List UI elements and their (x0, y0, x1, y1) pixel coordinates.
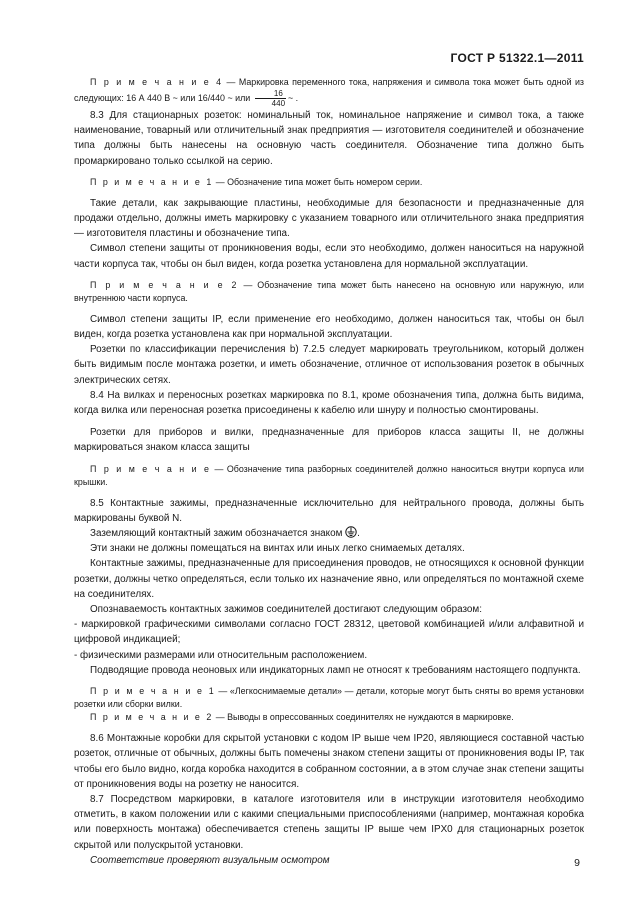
note-1-type (74, 176, 584, 189)
fraction-numerator: 16 (255, 89, 286, 99)
paragraph-identification: Опознаваемость контактных зажимов соединителей достигают следующим образом: (90, 604, 482, 616)
paragraph-contacts: Контактные зажимы, предназначенные для присоединения проводов, не относящихся к основной функции розетки, должны четко определяться, если только их назначение явно, или определяться по монтажной схеме на соединителях. (74, 558, 584, 600)
paragraph-triangle: Розетки по классификации перечисления b) 7.2.5 следует маркировать треугольником, который должен быть видимым после монтажа розетки, и иметь обозначение, отличное от использования розеток в обычных электрических сетях. (74, 344, 584, 386)
list-item-symbols: - маркировкой графическими символами согласно ГОСТ 28312, цветовой комбинацией и/или алфавитной и цифровой индикацией; (74, 619, 584, 646)
note-text: — Выводы в опрессованных соединителях не нуждаются в маркировке. (213, 712, 514, 723)
note-2-crimped (74, 711, 584, 724)
note-label: П р и м е ч а н и е 1 (90, 686, 216, 697)
note-text: — Маркировка переменного тока, напряжения и символа тока может быть одной из следующих: 16 А 440 В ~ или 16/440 ~ или (74, 77, 584, 103)
paragraph-8-6: 8.6 Монтажные коробки для скрытой установки с кодом IP выше чем IP20, являющиеся составной частью розеток, отличные от обычных, должны быть помечены знаком степени защиты от проникновения воды IP, так чтобы его было видно, когда коробка находится в собранном состоянии, а в этом случае знак степени защиты от проникновения воды на розетку не наносится. (74, 733, 584, 790)
earth-text: Заземляющий контактный зажим обозначается знаком (90, 528, 343, 540)
paragraph-8-5: 8.5 Контактные зажимы, предназначенные исключительно для нейтрального провода, должны быть маркированы буквой N. (74, 497, 584, 524)
note-label: П р и м е ч а н и е 4 (90, 77, 224, 87)
note-label: П р и м е ч а н и е 2 (90, 712, 214, 723)
paragraph-screws: Эти знаки не должны помещаться на винтах или иных легко снимаемых деталях. (90, 543, 465, 555)
note-label: П р и м е ч а н и е 1 (90, 176, 214, 187)
compliance-text: Соответствие проверяют визуальным осмотром (90, 854, 330, 866)
paragraph-8-7: 8.7 Посредством маркировки, в каталоге изготовителя или в инструкции изготовителя необходимо отметить, в каком положении или с какими специальными приспособлениями (например, монтажная коробка или поверхность монтажа) обеспечивается степень защиты IP выше чем IPX0 для стационарных розеток скрытой или полускрытой установки. (74, 793, 584, 851)
note-4 (74, 76, 584, 108)
standard-header: ГОСТ Р 51322.1—2011 (450, 51, 584, 65)
paragraph-water: Символ степени защиты от проникновения воды, если это необходимо, должен наноситься на наружной части корпуса так, чтобы он был виден, когда розетка установлена для нормальной эксплуатации. (74, 243, 584, 270)
list-item-dimensions: - физическими размерами или относительным расположением. (74, 649, 368, 661)
paragraph-8-3: 8.3 Для стационарных розеток: номинальный ток, номинальное напряжение и символ тока, а также наименование, товарный или отличительный знак предприятия — изготовителя соединителей и обозначение типа должны быть нанесены на основную часть соединителя. Обозначение типа должно быть промаркировано только ссылкой на серию. (74, 110, 584, 167)
earth-symbol-icon (345, 526, 357, 538)
paragraph-compliance (74, 853, 584, 868)
note-1-removable (74, 685, 584, 711)
earth-tail: . (357, 528, 360, 540)
paragraph-neon: Подводящие провода неоновых или индикаторных ламп не относят к требованиям настоящего подпункта. (90, 664, 581, 676)
note-dismountable (74, 463, 584, 489)
note-text: — «Легкоснимаемые детали» — детали, которые могут быть сняты во время установки розетки или сборки вилки. (74, 686, 584, 710)
paragraph-ip: Символ степени защиты IP, если применение его необходимо, должен наноситься так, чтобы он был виден, когда розетка установлена как при нормальной эксплуатации. (74, 313, 584, 341)
note-tail: ~ . (288, 92, 299, 103)
paragraph-class2: Розетки для приборов и вилки, предназначенные для приборов класса защиты II, не должны маркироваться знаком класса защиты (74, 427, 584, 454)
note-text: — Обозначение типа разборных соединителей должно наноситься внутри корпуса или крышки. (74, 463, 584, 487)
note-label: П р и м е ч а н и е 2 (90, 279, 239, 290)
page-content (74, 76, 584, 868)
paragraph-8-4: 8.4 На вилках и переносных розетках маркировка по 8.1, кроме обозначения типа, должна быть видима, когда вилка или переносная розетка присоединены к кабелю или шнуру и полностью смонтированы. (74, 389, 584, 417)
note-text: — Обозначение типа может быть номером серии. (213, 176, 423, 187)
note-label: П р и м е ч а н и е (90, 463, 211, 474)
fraction-denominator: 440 (271, 99, 286, 108)
fraction (255, 89, 286, 108)
paragraph-earth (74, 526, 584, 541)
paragraph-covers: Такие детали, как закрывающие пластины, необходимые для безопасности и предназначенные для продажи отдельно, должны иметь маркировку с указанием товарного или отличительного знака предприятия — изготовителя пластины и обозначение типа. (74, 197, 584, 240)
page-number: 9 (574, 857, 580, 869)
note-2-type (74, 279, 584, 305)
note-text: — Обозначение типа может быть нанесено на основную или наружную, или внутреннюю части корпуса. (74, 279, 584, 303)
